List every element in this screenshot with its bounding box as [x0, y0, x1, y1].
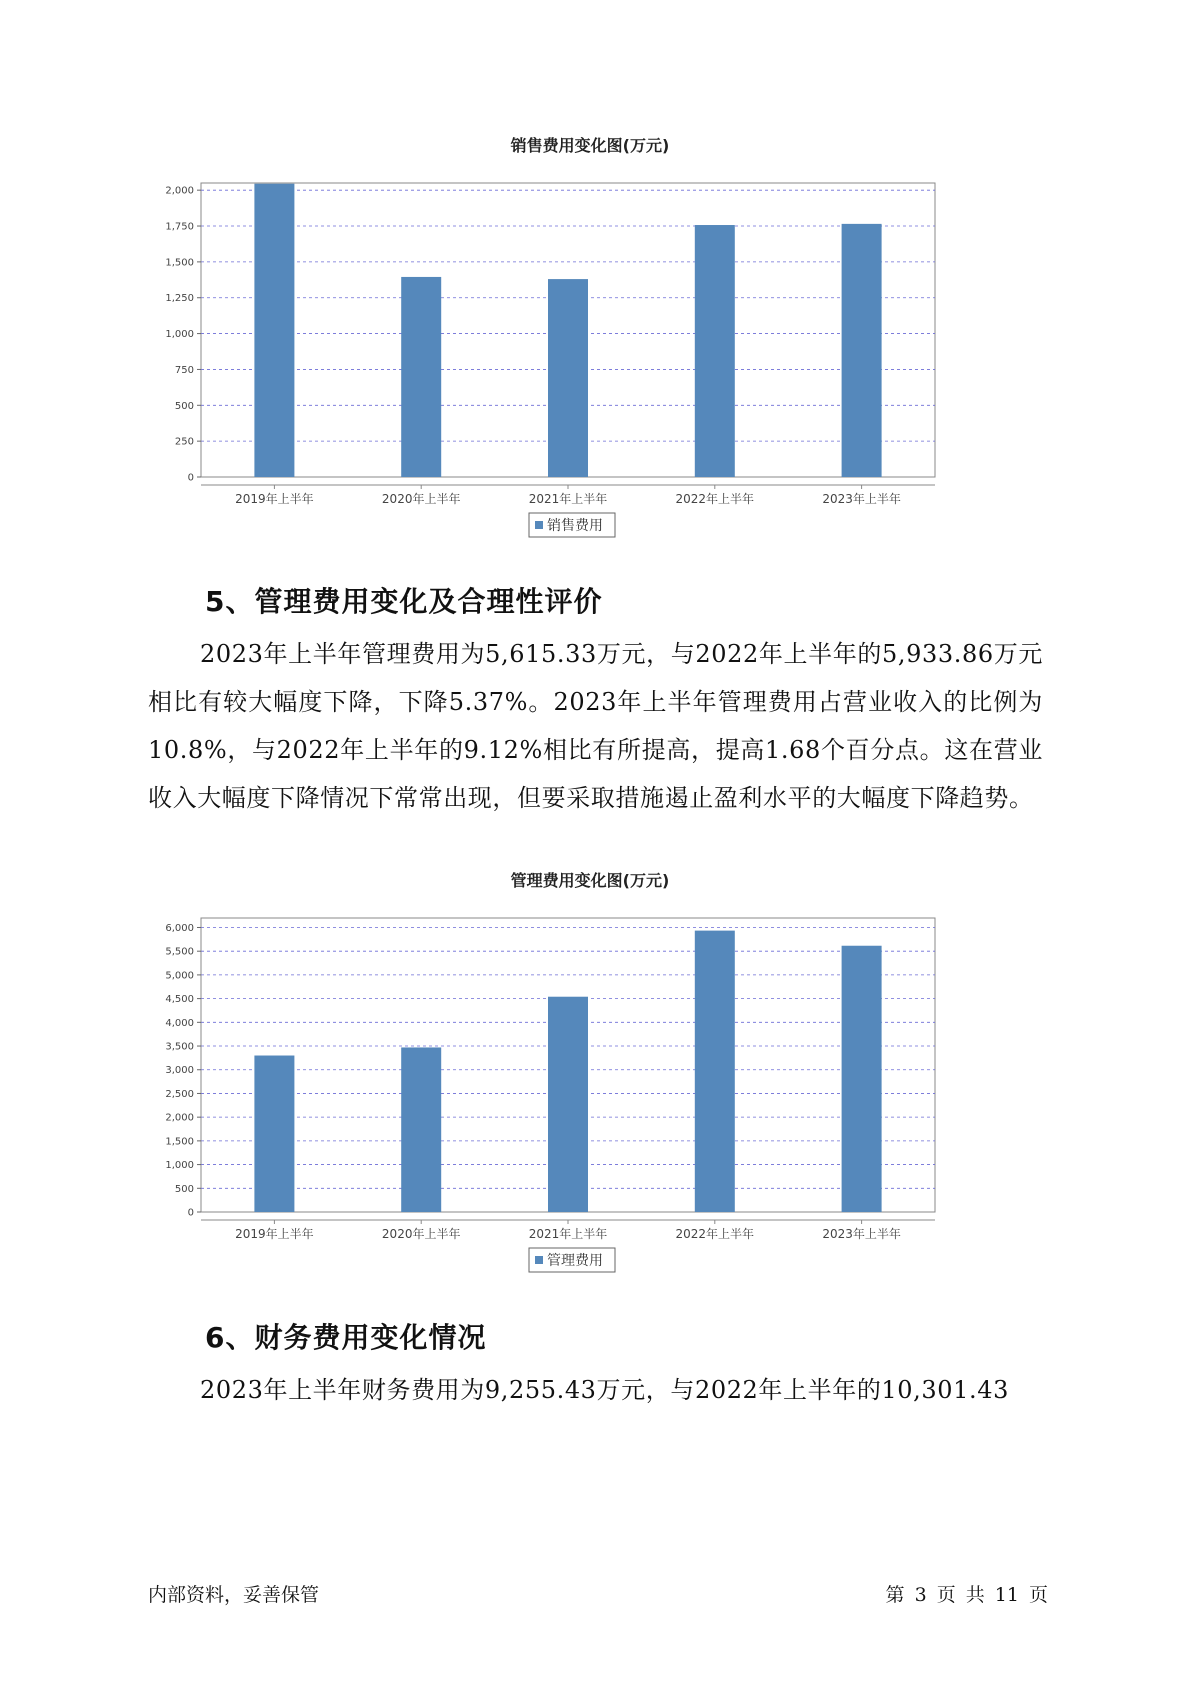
legend-swatch — [535, 1256, 543, 1264]
bar — [548, 997, 588, 1212]
bar — [254, 1056, 294, 1212]
chart-svg — [150, 908, 1030, 1288]
y-tick-label: 5,500 — [165, 946, 194, 958]
y-tick-label: 2,000 — [165, 185, 194, 197]
y-tick-label: 250 — [174, 436, 194, 448]
section-6-text: 2023年上半年财务费用为9,255.43万元，与2022年上半年的10,301.43 — [200, 1376, 1009, 1404]
y-tick-label: 1,500 — [165, 257, 194, 269]
y-tick-label: 3,000 — [165, 1065, 194, 1077]
y-tick-label: 500 — [174, 1183, 194, 1195]
bar — [695, 931, 735, 1212]
x-category-label: 2019年上半年 — [235, 1227, 314, 1241]
y-tick-label: 4,500 — [165, 994, 194, 1006]
legend-label: 管理费用 — [547, 1253, 603, 1269]
x-category-label: 2022年上半年 — [675, 492, 755, 506]
y-tick-label: 1,000 — [165, 329, 194, 341]
bar — [401, 277, 441, 477]
admin-expense-chart — [150, 868, 1030, 1288]
chart-svg — [150, 173, 1030, 553]
y-tick-label: 1,000 — [165, 1160, 194, 1172]
section-5-heading: 5、管理费用变化及合理性评价 — [205, 585, 603, 618]
y-tick-label: 4,000 — [165, 1017, 194, 1029]
x-category-label: 2023年上半年 — [822, 492, 901, 506]
bar — [695, 225, 735, 477]
x-category-label: 2019年上半年 — [235, 492, 314, 506]
y-tick-label: 5,000 — [165, 970, 194, 982]
y-tick-label: 0 — [187, 1207, 194, 1219]
legend-swatch — [535, 521, 543, 529]
y-tick-label: 3,500 — [165, 1041, 194, 1053]
x-category-label: 2020年上半年 — [381, 492, 461, 506]
chart-title: 管理费用变化图(万元) — [510, 871, 670, 890]
x-category-label: 2020年上半年 — [381, 1227, 461, 1241]
bar — [842, 224, 882, 477]
footer-confidential: 内部资料，妥善保管 — [148, 1584, 320, 1606]
bar — [254, 184, 294, 477]
section-6-paragraph — [148, 1366, 1043, 1414]
legend-label: 销售费用 — [547, 518, 603, 534]
section-5-paragraph — [148, 630, 1043, 822]
sales-expense-chart — [150, 133, 1030, 553]
y-tick-label: 0 — [187, 472, 194, 484]
y-tick-label: 2,500 — [165, 1088, 194, 1100]
bar — [401, 1047, 441, 1212]
x-category-label: 2021年上半年 — [528, 492, 608, 506]
section-5-text: 2023年上半年管理费用为5,615.33万元，与2022年上半年的5,933.86万元相比有较大幅度下降，下降5.37%。2023年上半年管理费用占营业收入的比例为10.8%，与2022年上半年的9.12%相比有所提高，提高1.68个百分点。这在营业收入大幅度下降情况下常常出现，但要采取措施遏止盈利水平的大幅度下降趋势。 — [148, 640, 1043, 812]
y-tick-label: 1,250 — [165, 293, 194, 305]
y-tick-label: 500 — [174, 400, 194, 412]
bar — [842, 946, 882, 1212]
legend — [529, 1248, 615, 1272]
y-tick-label: 6,000 — [165, 922, 194, 934]
x-category-label: 2022年上半年 — [675, 1227, 755, 1241]
chart-title: 销售费用变化图(万元) — [510, 136, 670, 155]
x-category-label: 2023年上半年 — [822, 1227, 901, 1241]
y-tick-label: 1,500 — [165, 1136, 194, 1148]
bar — [548, 279, 588, 477]
y-tick-label: 1,750 — [165, 221, 194, 233]
footer-page-number: 第 3 页 共 11 页 — [885, 1584, 1048, 1606]
y-tick-label: 2,000 — [165, 1112, 194, 1124]
section-6-heading: 6、财务费用变化情况 — [205, 1321, 487, 1354]
legend — [529, 513, 615, 537]
y-tick-label: 750 — [174, 364, 194, 376]
x-category-label: 2021年上半年 — [528, 1227, 608, 1241]
